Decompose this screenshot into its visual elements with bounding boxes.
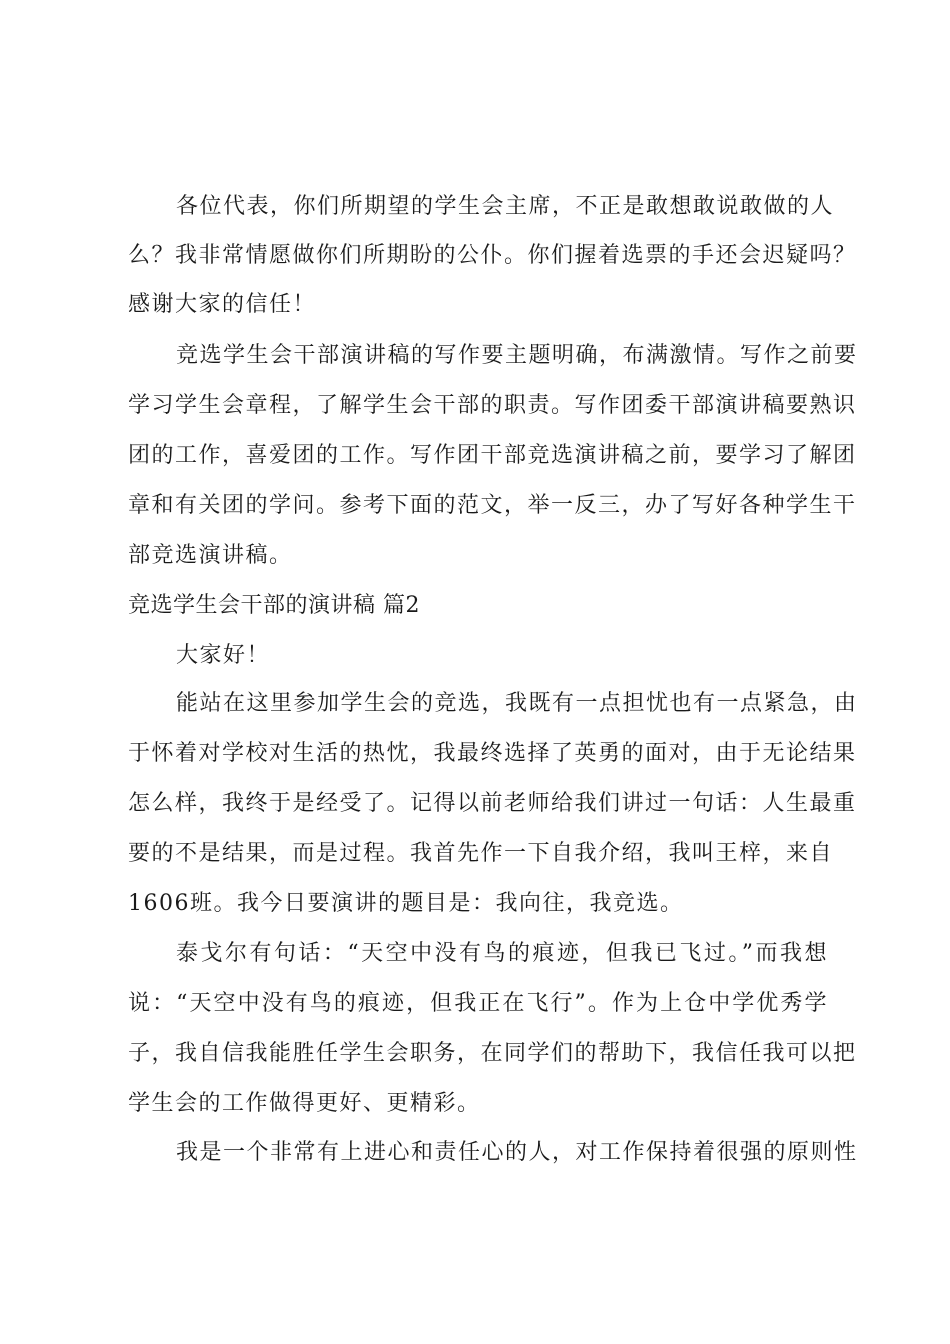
greeting: 大家好！ [176,643,271,668]
paragraph-line: 学生会的工作做得更好、更精彩。 [128,1091,481,1116]
paragraph-line: 说：“天空中没有鸟的痕迹，但我正在飞行”。作为上仓中学优秀学 [128,991,828,1016]
paragraph-line: 子，我自信我能胜任学生会职务，在同学们的帮助下，我信任我可以把 [128,1041,857,1066]
section-heading: 竞选学生会干部的演讲稿 篇2 [128,593,420,618]
paragraph-line: 泰戈尔有句话：“天空中没有鸟的痕迹，但我已飞过。”而我想 [176,941,828,966]
paragraph-line: 章和有关团的学问。参考下面的范文，举一反三，办了写好各种学生干 [128,493,857,518]
paragraph-line: 各位代表，你们所期望的学生会主席，不正是敢想敢说敢做的人 [176,194,835,219]
paragraph-line: 要的不是结果，而是过程。我首先作一下自我介绍，我叫王梓，来自 [128,841,834,866]
paragraph-line: 部竞选演讲稿。 [128,543,293,568]
paragraph-line: 怎么样，我终于是经受了。记得以前老师给我们讲过一句话：人生最重 [128,791,857,816]
paragraph-line: 于怀着对学校对生活的热忱，我最终选择了英勇的面对，由于无论结果 [128,741,857,766]
paragraph-line: 团的工作，喜爱团的工作。写作团干部竞选演讲稿之前，要学习了解团 [128,443,857,468]
paragraph-line: 我是一个非常有上进心和责任心的人，对工作保持着很强的原则性 [176,1140,858,1165]
paragraph-line: 能站在这里参加学生会的竞选，我既有一点担忧也有一点紧急，由 [176,691,858,716]
paragraph-line: 学习学生会章程，了解学生会干部的职责。写作团委干部演讲稿要熟识 [128,393,857,418]
paragraph-line: 1606班。我今日要演讲的题目是：我向往，我竞选。 [128,891,684,916]
paragraph-line: 么？我非常情愿做你们所期盼的公仆。你们握着选票的手还会迟疑吗？ [128,243,857,268]
paragraph-line: 竞选学生会干部演讲稿的写作要主题明确，布满激情。写作之前要 [176,343,858,368]
paragraph-line: 感谢大家的信任！ [128,292,317,317]
